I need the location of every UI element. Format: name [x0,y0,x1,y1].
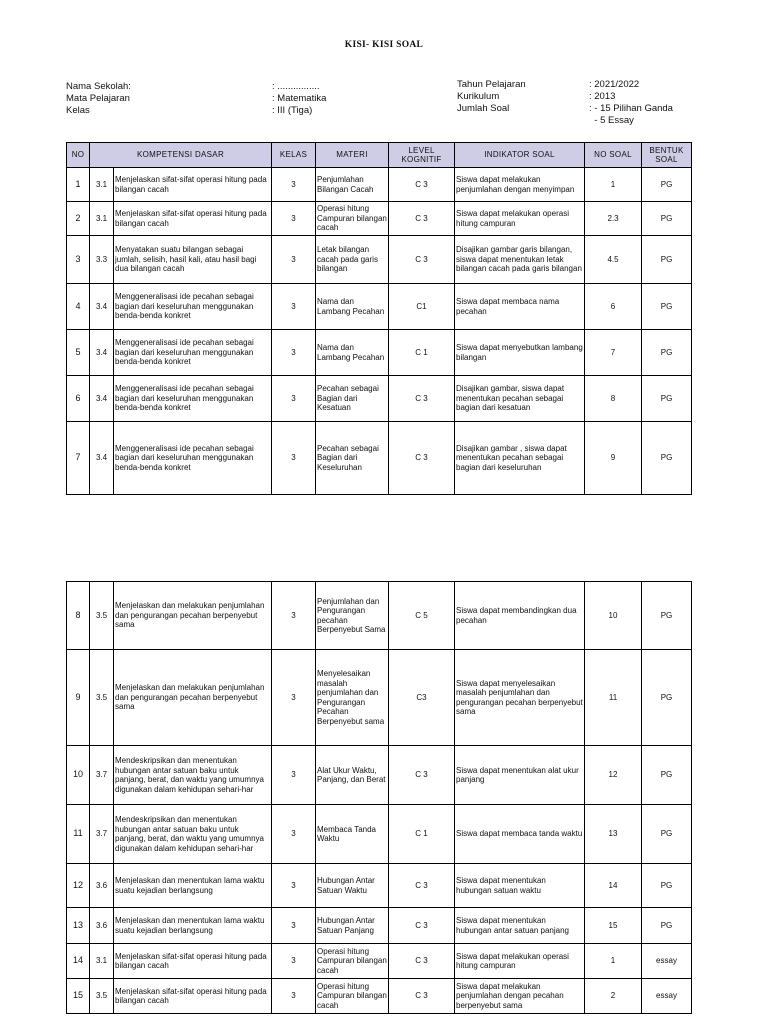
indikator-cell: Siswa dapat menentukan hubungan satuan waktu [455,864,585,908]
no-soal-cell: 7 [585,330,642,376]
row-no: 5 [67,330,90,376]
bentuk-soal-cell: PG [642,376,692,422]
kelas-cell: 3 [272,422,316,495]
table-body-1 [67,168,692,495]
kompetensi-dasar-cell: Menggeneralisasi ide pecahan sebagai bagian dari keseluruhan menggunakan benda-benda konkret [114,284,272,330]
kelas-cell: 3 [272,650,316,746]
table-row [67,908,692,944]
row-no: 6 [67,376,90,422]
materi-cell: Operasi hitung Campuran bilangan cacah [316,202,389,236]
kd-number: 3.7 [90,805,114,864]
kelas-cell: 3 [272,979,316,1014]
meta-value: : ................ [272,81,320,92]
meta-value: : III (Tiga) [272,105,313,116]
meta-label: Mata Pelajaran [66,93,130,104]
no-soal-cell: 12 [585,746,642,805]
meta-label: Kurikulum [457,91,500,102]
level-kognitif-cell: C 3 [389,746,455,805]
meta-value: : Matematika [272,93,327,104]
kelas-cell: 3 [272,202,316,236]
table-row [67,805,692,864]
kisi-table-2 [66,581,692,1014]
bentuk-soal-cell: PG [642,908,692,944]
meta-value: : 2021/2022 [589,79,640,90]
no-soal-cell: 4.5 [585,236,642,284]
meta-value: : 2013 [589,91,616,102]
no-soal-cell: 9 [585,422,642,495]
kd-number: 3.5 [90,650,114,746]
kelas-cell: 3 [272,908,316,944]
indikator-cell: Siswa dapat menentukan hubungan antar satuan panjang [455,908,585,944]
table-row [67,236,692,284]
kelas-cell: 3 [272,330,316,376]
row-no: 14 [67,944,90,979]
indikator-cell: Siswa dapat membaca tanda waktu [455,805,585,864]
indikator-cell: Disajikan gambar, siswa dapat menentukan pecahan sebagai bagian dari kesatuan [455,376,585,422]
meta-label: Kelas [66,105,90,116]
no-soal-cell: 15 [585,908,642,944]
header-materi: MATERI [316,143,389,168]
level-kognitif-cell: C 3 [389,944,455,979]
bentuk-soal-cell: essay [642,979,692,1014]
no-soal-cell: 2.3 [585,202,642,236]
kisi-table-1 [66,142,692,495]
meta-right-labels [457,79,526,115]
row-no: 13 [67,908,90,944]
bentuk-soal-cell: PG [642,582,692,650]
materi-cell: Hubungan Antar Satuan Waktu [316,864,389,908]
table-row [67,944,692,979]
no-soal-cell: 6 [585,284,642,330]
kd-number: 3.3 [90,236,114,284]
kompetensi-dasar-cell: Menggeneralisasi ide pecahan sebagai bagian dari keseluruhan menggunakan benda-benda konkret [114,330,272,376]
table-row [67,650,692,746]
no-soal-cell: 8 [585,376,642,422]
header-kompetensi-dasar: KOMPETENSI DASAR [90,143,272,168]
header-bentuk-soal: BENTUK SOAL [642,143,692,168]
indikator-cell: Disajikan gambar , siswa dapat menentukan pecahan sebagai bagian dari keseluruhan [455,422,585,495]
kelas-cell: 3 [272,805,316,864]
materi-cell: Operasi hitung Campuran bilangan cacah [316,979,389,1014]
no-soal-cell: 2 [585,979,642,1014]
row-no: 3 [67,236,90,284]
no-soal-cell: 13 [585,805,642,864]
kompetensi-dasar-cell: Menjelaskan sifat-sifat operasi hitung pada bilangan cacah [114,202,272,236]
level-kognitif-cell: C 3 [389,236,455,284]
row-no: 2 [67,202,90,236]
indikator-cell: Siswa dapat menentukan alat ukur panjang [455,746,585,805]
materi-cell: Membaca Tanda Waktu [316,805,389,864]
indikator-cell: Siswa dapat melakukan penjumlahan dengan pecahan berpenyebut sama [455,979,585,1014]
meta-label: Tahun Pelajaran [457,79,526,90]
kelas-cell: 3 [272,236,316,284]
kompetensi-dasar-cell: Menggeneralisasi ide pecahan sebagai bagian dari keseluruhan menggunakan benda-benda konkret [114,376,272,422]
meta-label: Nama Sekolah: [66,81,131,92]
level-kognitif-cell: C 1 [389,805,455,864]
row-no: 15 [67,979,90,1014]
level-kognitif-cell: C 1 [389,330,455,376]
no-soal-cell: 1 [585,944,642,979]
level-kognitif-cell: C 3 [389,376,455,422]
level-kognitif-cell: C 3 [389,422,455,495]
table-body-2 [67,582,692,1014]
no-soal-cell: 1 [585,168,642,202]
materi-cell: Nama dan Lambang Pecahan [316,284,389,330]
row-no: 11 [67,805,90,864]
header-no-soal: NO SOAL [585,143,642,168]
kelas-cell: 3 [272,168,316,202]
materi-cell: Alat Ukur Waktu, Panjang, dan Berat [316,746,389,805]
kompetensi-dasar-cell: Mendeskripsikan dan menentukan hubungan antar satuan baku untuk panjang, berat, dan waktu yang umumnya digunakan dalam kehidupan sehari-har [114,805,272,864]
kd-number: 3.1 [90,944,114,979]
kd-number: 3.4 [90,284,114,330]
kompetensi-dasar-cell: Mendeskripsikan dan menentukan hubungan antar satuan baku untuk panjang, berat, dan waktu yang umumnya digunakan dalam kehidupan sehari-har [114,746,272,805]
level-kognitif-cell: C3 [389,650,455,746]
indikator-cell: Siswa dapat menyebutkan lambang bilangan [455,330,585,376]
kelas-cell: 3 [272,864,316,908]
indikator-cell: Siswa dapat melakukan operasi hitung campuran [455,944,585,979]
meta-value: : - 15 Pilihan Ganda [589,103,673,114]
header-no: NO [67,143,90,168]
level-kognitif-cell: C 3 [389,202,455,236]
materi-cell: Pecahan sebagai Bagian dari Keseluruhan [316,422,389,495]
bentuk-soal-cell: PG [642,168,692,202]
level-kognitif-cell: C 3 [389,864,455,908]
indikator-cell: Siswa dapat membandingkan dua pecahan [455,582,585,650]
meta-left-values [272,81,326,117]
materi-cell: Pecahan sebagai Bagian dari Kesatuan [316,376,389,422]
table-row [67,582,692,650]
materi-cell: Letak bilangan cacah pada garis bilangan [316,236,389,284]
bentuk-soal-cell: PG [642,236,692,284]
bentuk-soal-cell: PG [642,330,692,376]
kd-number: 3.4 [90,422,114,495]
kd-number: 3.1 [90,202,114,236]
kelas-cell: 3 [272,284,316,330]
table-row [67,979,692,1014]
no-soal-cell: 10 [585,582,642,650]
meta-left-labels [66,81,131,117]
materi-cell: Nama dan Lambang Pecahan [316,330,389,376]
kompetensi-dasar-cell: Menjelaskan sifat-sifat operasi hitung pada bilangan cacah [114,979,272,1014]
bentuk-soal-cell: PG [642,422,692,495]
table-row [67,284,692,330]
meta-right-values [589,79,673,127]
bentuk-soal-cell: essay [642,944,692,979]
indikator-cell: Siswa dapat menyelesaikan masalah penjumlahan dan pengurangan pecahan berpenyebut sama [455,650,585,746]
indikator-cell: Siswa dapat melakukan operasi hitung campuran [455,202,585,236]
bentuk-soal-cell: PG [642,202,692,236]
kd-number: 3.4 [90,376,114,422]
kd-number: 3.6 [90,908,114,944]
table-row [67,864,692,908]
kompetensi-dasar-cell: Menjelaskan dan melakukan penjumlahan dan pengurangan pecahan berpenyebut sama [114,650,272,746]
level-kognitif-cell: C 3 [389,979,455,1014]
table-row [67,168,692,202]
materi-cell: Menyelesaikan masalah penjumlahan dan Pengurangan Pecahan Berpenyebut sama [316,650,389,746]
table-row [67,376,692,422]
table-row [67,202,692,236]
kompetensi-dasar-cell: Menjelaskan sifat-sifat operasi hitung pada bilangan cacah [114,168,272,202]
kd-number: 3.5 [90,582,114,650]
level-kognitif-cell: C 3 [389,168,455,202]
materi-cell: Hubungan Antar Satuan Panjang [316,908,389,944]
indikator-cell: Disajikan gambar garis bilangan, siswa dapat menentukan letak bilangan cacah pada garis bilangan [455,236,585,284]
kelas-cell: 3 [272,746,316,805]
bentuk-soal-cell: PG [642,746,692,805]
materi-cell: Penjumlahan dan Pengurangan pecahan Berpenyebut Sama [316,582,389,650]
kd-number: 3.7 [90,746,114,805]
no-soal-cell: 14 [585,864,642,908]
kd-number: 3.6 [90,864,114,908]
table-header-row [67,143,692,168]
header-indikator-soal: INDIKATOR SOAL [455,143,585,168]
header-kelas: KELAS [272,143,316,168]
kompetensi-dasar-cell: Menjelaskan sifat-sifat operasi hitung pada bilangan cacah [114,944,272,979]
kd-number: 3.4 [90,330,114,376]
kd-number: 3.5 [90,979,114,1014]
row-no: 9 [67,650,90,746]
kelas-cell: 3 [272,376,316,422]
materi-cell: Operasi hitung Campuran bilangan cacah [316,944,389,979]
row-no: 4 [67,284,90,330]
materi-cell: Penjumlahan Bilangan Cacah [316,168,389,202]
row-no: 10 [67,746,90,805]
header-level-kognitif: LEVEL KOGNITIF [389,143,455,168]
indikator-cell: Siswa dapat melakukan penjumlahan dengan menyimpan [455,168,585,202]
kompetensi-dasar-cell: Menjelaskan dan menentukan lama waktu suatu kejadian berlangsung [114,908,272,944]
kompetensi-dasar-cell: Menggeneralisasi ide pecahan sebagai bagian dari keseluruhan menggunakan benda-benda konkret [114,422,272,495]
kelas-cell: 3 [272,582,316,650]
document-title: KISI- KISI SOAL [344,40,424,50]
bentuk-soal-cell: PG [642,284,692,330]
bentuk-soal-cell: PG [642,650,692,746]
bentuk-soal-cell: PG [642,864,692,908]
kelas-cell: 3 [272,944,316,979]
level-kognitif-cell: C 3 [389,908,455,944]
no-soal-cell: 11 [585,650,642,746]
meta-value: - 5 Essay [589,115,634,126]
kd-number: 3.1 [90,168,114,202]
kompetensi-dasar-cell: Menjelaskan dan melakukan penjumlahan dan pengurangan pecahan berpenyebut sama [114,582,272,650]
indikator-cell: Siswa dapat membaca nama pecahan [455,284,585,330]
table-row [67,330,692,376]
row-no: 7 [67,422,90,495]
table-row [67,746,692,805]
level-kognitif-cell: C1 [389,284,455,330]
table-row [67,422,692,495]
kompetensi-dasar-cell: Menjelaskan dan menentukan lama waktu suatu kejadian berlangsung [114,864,272,908]
row-no: 8 [67,582,90,650]
kompetensi-dasar-cell: Menyatakan suatu bilangan sebagai jumlah, selisih, hasil kali, atau hasil bagi dua bilangan cacah [114,236,272,284]
row-no: 12 [67,864,90,908]
meta-label: Jumlah Soal [457,103,510,114]
row-no: 1 [67,168,90,202]
bentuk-soal-cell: PG [642,805,692,864]
level-kognitif-cell: C 5 [389,582,455,650]
